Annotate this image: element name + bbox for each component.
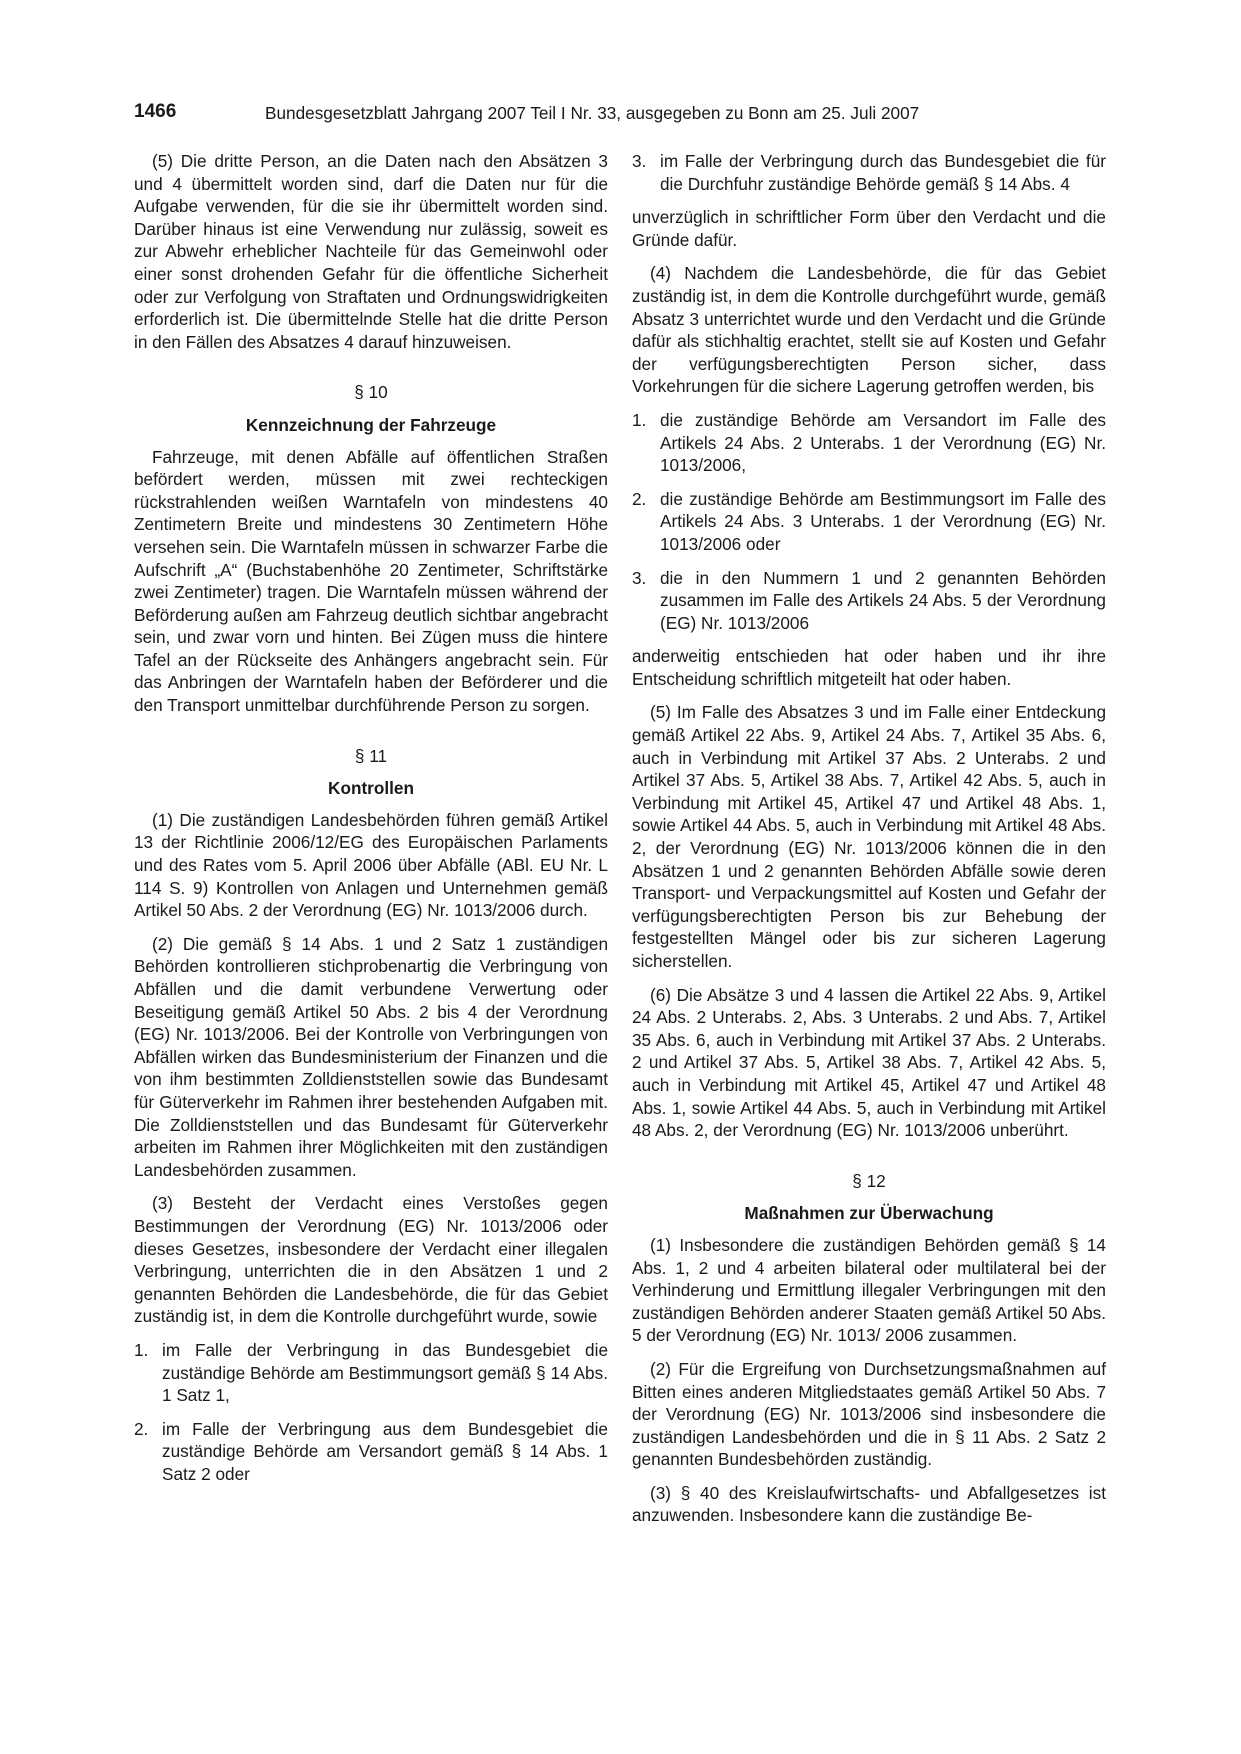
section-11-paragraph-3-end: unverzüglich in schriftlicher Form über den Verdacht und die Gründe dafür. (632, 207, 1106, 250)
section-11-paragraph-4: (4) Nachdem die Landesbehörde, die für das Gebiet zuständig ist, in dem die Kontrolle durchgeführt wurde, gemäß Absatz 3 unterrichtet wurde und den Verdacht und die Gründe dafür als stichhaltig erachtet, stellt sie auf Kosten und Gefahr der verfügungsberechtigten Person sicher, dass Vorkehrungen für die sichere Lagerung getroffen werden, bis (632, 263, 1106, 397)
section-10-title: Kennzeichnung der Fahrzeuge (245, 414, 497, 435)
section-11-paragraph-2: (2) Die gemäß § 14 Abs. 1 und 2 Satz 1 zuständigen Behörden kontrollieren stichprobenartig die Verbringung von Abfällen und die damit verbundene Verwertung oder Beseitigung gemäß Artikel 50 Abs. 2 bis 4 der Verordnung (EG) Nr. 1013/2006. Bei der Kontrolle von Verbringungen von Abfällen wirken das Bundesministerium der Finanzen und die von ihm bestimmten Zolldienststellen sowie das Bundesamt für Güterverkehr im Rahmen ihrer bestehenden Aufgaben mit. Die Zolldienststellen und das Bundesamt für Güterverkehr arbeiten im Rahmen ihrer Möglichkeiten mit den zuständigen Landesbehörden zusammen. (134, 933, 608, 1180)
section-11-paragraph-3: (3) Besteht der Verdacht eines Verstoßes gegen Bestimmungen der Verordnung (EG) Nr. 1013/2006 oder dieses Gesetzes, insbesondere der Verdacht einer illegalen Verbringung, unterrichten die in den Absätzen 1 und 2 genannten Behörden die Landesbehörde, die für das Gebiet zuständig ist, in dem die Kontrolle durchgeführt wurde, sowie (134, 1193, 608, 1327)
list-item-number: 3. (632, 151, 647, 171)
paragraph-9-5: (5) Die dritte Person, an die Daten nach den Absätzen 3 und 4 übermittelt worden sind, darf die Daten nur für die Aufgabe verwenden, für die sie ihr übermittelt worden sind. Darüber hinaus ist eine Verwendung nur zulässig, soweit es zur Abwehr erheblicher Nachteile für das Gemeinwohl oder einer sonst drohenden Gefahr für die öffentliche Sicherheit oder zur Verfolgung von Straftaten und Ordnungswidrigkeiten erforderlich ist. Die übermittelnde Stelle hat die dritte Person in den Fällen des Absatzes 4 darauf hinzuweisen. (134, 151, 608, 352)
list-item (632, 150, 1106, 195)
section-11-paragraph-4-end: anderweitig entschieden hat oder haben und ihr ihre Entscheidung schriftlich mitgeteilt hat oder haben. (632, 646, 1106, 689)
section-11-title: Kontrollen (328, 778, 414, 799)
list-item-number: 2. (632, 488, 647, 509)
list-item-text: im Falle der Verbringung aus dem Bundesgebiet die zuständige Behörde am Versandort gemäß § 14 Abs. 1 Satz 2 oder (162, 1418, 608, 1484)
section-11-paragraph-6: (6) Die Absätze 3 und 4 lassen die Artikel 22 Abs. 9, Artikel 24 Abs. 2 Unterabs. 2, Abs. 3 Unterabs. 2 und Abs. 7, Artikel 35 Abs. 6, auch in Verbindung mit Artikel 37 Abs. 2 Unterabs. 2 und Artikel 37 Abs. 5, Artikel 38 Abs. 7, Artikel 42 Abs. 5, auch in Verbindung mit Artikel 45, Artikel 47 und Artikel 48 Abs. 1, sowie Artikel 44 Abs. 5, auch in Verbindung mit Artikel 48 Abs. 2, der Verordnung (EG) Nr. 1013/2006 unberührt. (632, 984, 1106, 1141)
section-12-paragraph-1: (1) Insbesondere die zuständigen Behörden gemäß § 14 Abs. 1, 2 und 4 arbeiten bilateral oder multilateral bei der Verhinderung und Ermittlung illegaler Verbringungen mit den zuständigen Behörden anderer Staaten gemäß Artikel 50 Abs. 5 der Verordnung (EG) Nr. 1013/ 2006 zusammen. (632, 1234, 1106, 1346)
left-column (134, 150, 608, 1496)
section-10-text: Fahrzeuge, mit denen Abfälle auf öffentlichen Straßen befördert werden, müssen mit zwei rechteckigen rückstrahlenden weißen Warntafeln von mindestens 40 Zentimetern Breite und mindestens 30 Zentimetern Höhe versehen sein. Die Warntafeln müssen in schwarzer Farbe die Aufschrift „A“ (Buchstabenhöhe 20 Zentimeter, Schriftstärke zwei Zentimeter) tragen. Die Warntafeln müssen während der Beförderung außen am Fahrzeug deutlich sichtbar angebracht sein, und zwar vorn und hinten. Bei Zügen muss die hintere Tafel an der Rückseite des Anhängers angebracht sein. Für das Anbringen der Warntafeln haben der Beförderer und die den Transport unmittelbar durchführende Person zu sorgen. (134, 446, 608, 716)
list-item (632, 409, 1106, 477)
list-item (134, 1339, 608, 1407)
list-item-number: 1. (134, 1339, 149, 1360)
list-item-text: die zuständige Behörde am Versandort im Falle des Artikels 24 Abs. 2 Unterabs. 1 der Verordnung (EG) Nr. 1013/2006, (660, 409, 1106, 476)
right-column (632, 150, 1106, 1538)
section-12-paragraph-2: (2) Für die Ergreifung von Durchsetzungsmaßnahmen auf Bitten eines anderen Mitgliedstaates gemäß Artikel 50 Abs. 7 der Verordnung (EG) Nr. 1013/2006 sind insbesondere die zuständigen Landesbehörden und die in § 11 Abs. 2 Satz 2 genannten Bundesbehörden zuständig. (632, 1358, 1106, 1470)
list-item (134, 1418, 608, 1486)
section-12-title: Maßnahmen zur Überwachung (744, 1203, 994, 1224)
list-item (632, 567, 1106, 635)
list-item-number: 1. (632, 409, 647, 430)
section-11-paragraph-1: (1) Die zuständigen Landesbehörden führen gemäß Artikel 13 der Richtlinie 2006/12/EG des Europäischen Parlaments und des Rates vom 5. April 2006 über Abfälle (ABl. EU Nr. L 114 S. 9) Kontrollen von Anlagen und Unternehmen gemäß Artikel 50 Abs. 2 der Verordnung (EG) Nr. 1013/2006 durch. (134, 809, 608, 921)
section-12-number: § 12 (852, 1170, 886, 1191)
section-12-paragraph-3: (3) § 40 des Kreislaufwirtschafts- und Abfallgesetzes ist anzuwenden. Insbesondere kann die zuständige Be- (632, 1482, 1106, 1526)
list-item-text: im Falle der Verbringung durch das Bundesgebiet die für die Durchfuhr zuständige Behörde gemäß § 14 Abs. 4 (660, 151, 1106, 194)
section-10-number: § 10 (354, 382, 388, 403)
list-item (632, 488, 1106, 556)
list-item-text: im Falle der Verbringung in das Bundesgebiet die zuständige Behörde am Bestimmungsort gemäß § 14 Abs. 1 Satz 1, (162, 1339, 608, 1406)
list-item-text: die zuständige Behörde am Bestimmungsort im Falle des Artikels 24 Abs. 3 Unterabs. 1 der Verordnung (EG) Nr. 1013/2006 oder (660, 488, 1106, 554)
section-11-paragraph-5: (5) Im Falle des Absatzes 3 und im Falle einer Entdeckung gemäß Artikel 22 Abs. 9, Artikel 24 Abs. 7, Artikel 35 Abs. 6, auch in Verbindung mit Artikel 37 Abs. 2 Unterabs. 2 und Artikel 37 Abs. 5, Artikel 38 Abs. 7, Artikel 42 Abs. 5, auch in Verbindung mit Artikel 45, Artikel 47 und Artikel 48 Abs. 1, sowie Artikel 44 Abs. 5, auch in Verbindung mit Artikel 48 Abs. 2, der Verordnung (EG) Nr. 1013/2006 können die in den Absätzen 1 und 2 genannten Behörden Abfälle sowie deren Transport- und Verpackungsmittel auf Kosten und Gefahr der verfügungsberechtigten Person bis zur Behebung der festgestellten Mängel oder bis zur sicheren Lagerung sicherstellen. (632, 702, 1106, 971)
list-item-number: 2. (134, 1418, 149, 1439)
list-item-number: 3. (632, 567, 647, 588)
section-11-number: § 11 (354, 745, 388, 766)
page-number: 1466 (134, 101, 177, 122)
running-header: Bundesgesetzblatt Jahrgang 2007 Teil I Nr. 33, ausgegeben zu Bonn am 25. Juli 2007 (265, 103, 920, 123)
list-item-text: die in den Nummern 1 und 2 genannten Behörden zusammen im Falle des Artikels 24 Abs. 5 der Verordnung (EG) Nr. 1013/2006 (660, 567, 1106, 633)
